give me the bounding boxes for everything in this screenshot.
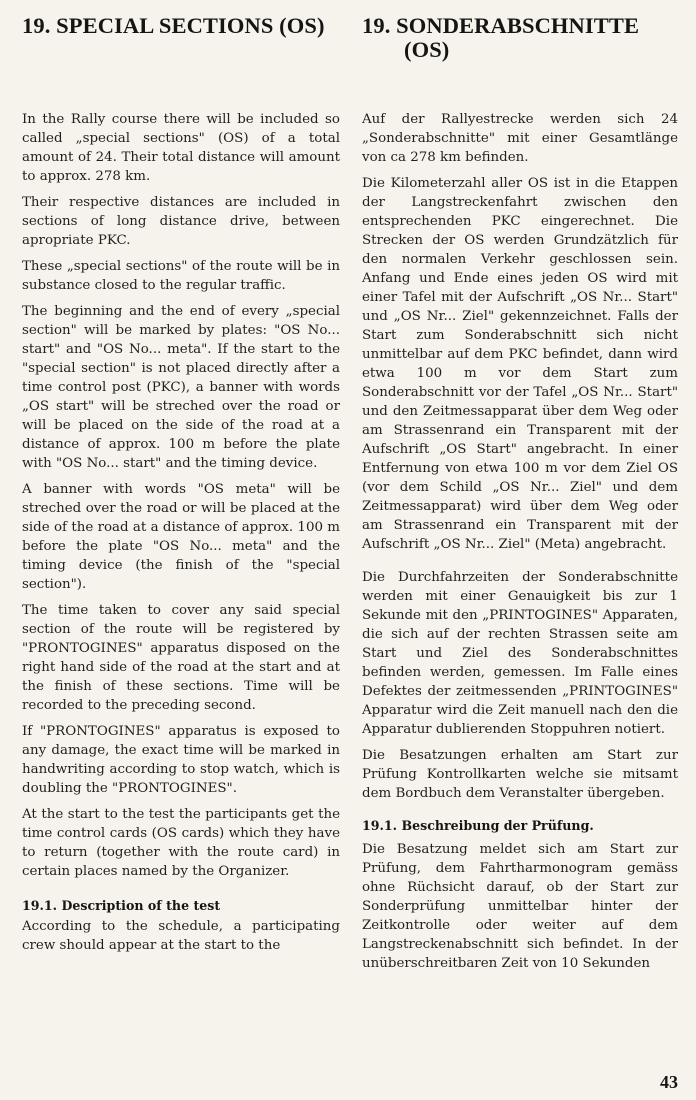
paragraph: These „special sections" of the route will be in substance closed to the regular traffic. <box>22 259 340 293</box>
german-column <box>362 14 678 980</box>
paragraph: The time taken to cover any said special section of the route will be registered by "PRONTOGINES" apparatus disposed on the right hand side of the road at the start and at the finish of these sections. Time will be recorded to the preceding second. <box>22 603 340 713</box>
paragraph: At the start to the test the participants get the time control cards (OS cards) which they have to return (together with the route card) in certain places named by the Organizer. <box>22 807 340 879</box>
english-column <box>22 14 340 962</box>
paragraph: Die Besatzungen erhalten am Start zur Prüfung Kontrollkarten welche sie mitsamt dem Bordbuch dem Veranstalter übergeben. <box>362 748 678 801</box>
paragraph: Die Kilometerzahl aller OS ist in die Etappen der Langstreckenfahrt zwischen den entsprechenden PKC eingerechnet. Die Strecken der OS werden Grundzätzlich für den normalen Verkehr geschlossen sein. Anfang und Ende eines jeden OS wird mit einer Tafel mit der Aufschrift „OS Nr... Start" und „OS Nr... Ziel" gekennzeichnet. Falls der Start zum Sonderabschnitt sich nicht unmittelbar auf dem PKC befindet, dann wird etwa 100 m vor dem Start zum Sonderabschnitt vor der Tafel „OS Nr... Start" und den Zeitmessapparat über dem Weg oder am Strassenrand ein Transparent mit der Aufschrift „OS Start" angebracht. In einer Entfernung von etwa 100 m vor dem Ziel OS (vor dem Schild „OS Nr... Ziel" und dem Zeitmessapparat) wird über dem Weg oder am Strassenrand ein Transparent mit der Aufschrift „OS Nr... Ziel" (Meta) angebracht. <box>362 176 678 552</box>
paragraph: A banner with words "OS meta" will be streched over the road or will be placed at the side of the road at a distance of approx. 100 m before the plate "OS No... meta" and the timing device (the finish of the "special section"). <box>22 482 340 592</box>
german-body <box>362 110 678 973</box>
paragraph: According to the schedule, a participating crew should appear at the start to the <box>22 919 340 953</box>
page-number: 43 <box>660 1072 678 1092</box>
paragraph: Die Durchfahrzeiten der Sonderabschnitte werden mit einer Genauigkeit bis zur 1 Sekunde mit den „PRINTOGINES" Apparaten, die sich auf der rechten Strassen seite am Start und Ziel des Sonderabschnittes befinden werden, gemessen. Im Falle eines Defektes der zeitmessenden „PRINTOGINES" Apparatur wird die Zeit manuell nach den die Apparatur dublierenden Stoppuhren notiert. <box>362 570 678 737</box>
paragraph: The beginning and the end of every „special section" will be marked by plates: "OS No... start" and "OS No... meta". If the start to the "special section" is not placed directly after a time control post (PKC), a banner with words „OS start" will be streched over the road or will be placed on the side of the road at a distance of approx. 100 m before the plate with "OS No... start" and the timing device. <box>22 304 340 471</box>
paragraph: In the Rally course there will be included so called „special sections" (OS) of a total amount of 24. Their total distance will amount to approx. 278 km. <box>22 112 340 184</box>
paragraph: If "PRONTOGINES" apparatus is exposed to any damage, the exact time will be marked in handwriting according to stop watch, which is doubling the "PRONTOGINES". <box>22 724 340 796</box>
english-body <box>22 110 340 955</box>
section-title-german-line2: (OS) <box>404 37 450 62</box>
section-title-german-line1: 19. SONDERABSCHNITTE <box>362 13 640 38</box>
paragraph: Auf der Rallyestrecke werden sich 24 „Sonderabschnitte" mit einer Gesamtlänge von ca 278 km befinden. <box>362 112 678 165</box>
subsection-title-german: 19.1. Beschreibung der Prüfung. <box>362 818 594 833</box>
paragraph: Their respective distances are included in sections of long distance drive, between apropriate PKC. <box>22 195 340 248</box>
subsection-title-english: 19.1. Description of the test <box>22 898 221 913</box>
section-title-german <box>362 14 678 110</box>
paragraph: Die Besatzung meldet sich am Start zur Prüfung, dem Fahrtharmonogram gemäss ohne Rüchsicht darauf, ob der Start zur Sonderprüfung unmittelbar hinter der Zeitkontrolle oder weiter auf dem Langstreckenabschnitt sich befindet. In der unüberschreitbaren Zeit von 10 Sekunden <box>362 842 678 971</box>
section-title-english: 19. SPECIAL SECTIONS (OS) <box>22 13 325 38</box>
